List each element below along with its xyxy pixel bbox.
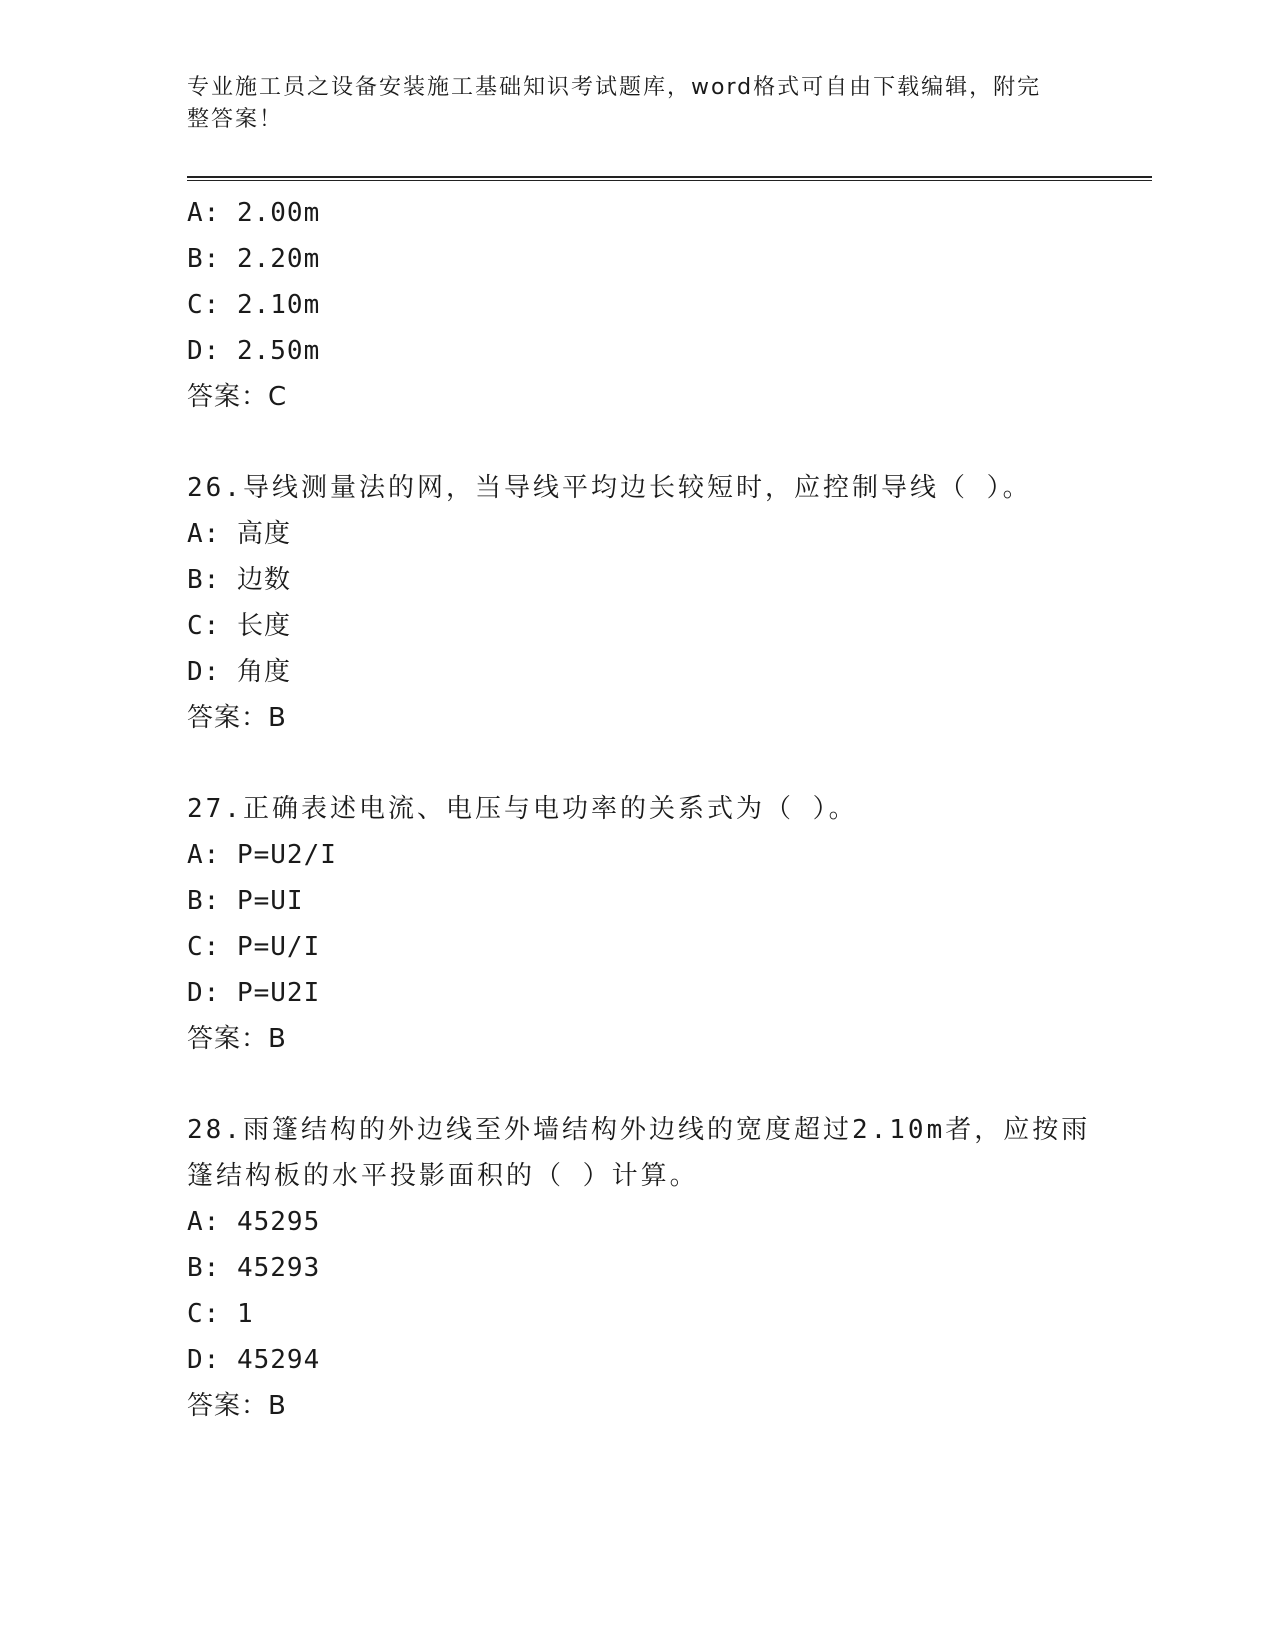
question-text-line-1: 28.雨篷结构的外边线至外墙结构外边线的宽度超过2.10m者，应按雨 <box>187 1115 1091 1145</box>
question-25 <box>187 190 1152 420</box>
option-c: C: 1 <box>187 1299 254 1329</box>
answer: 答案：B <box>187 1024 287 1054</box>
option-c: C: 2.10m <box>187 290 321 320</box>
option-a: A: 2.00m <box>187 198 321 228</box>
option-c: C: P=U/I <box>187 932 321 962</box>
question-list <box>187 190 1152 1429</box>
header-divider <box>187 176 1152 181</box>
question-text: 27.正确表述电流、电压与电功率的关系式为（ ）。 <box>187 794 858 824</box>
document-header <box>187 72 1077 136</box>
option-a: A: P=U2/I <box>187 840 337 870</box>
question-27 <box>187 786 1152 1062</box>
option-c: C: 长度 <box>187 611 291 641</box>
option-d: D: P=U2I <box>187 978 321 1008</box>
answer: 答案：B <box>187 1391 287 1421</box>
header-line-2: 整答案！ <box>187 107 284 132</box>
option-d: D: 2.50m <box>187 336 321 366</box>
option-a: A: 高度 <box>187 519 291 549</box>
header-line-1: 专业施工员之设备安装施工基础知识考试题库，word格式可自由下载编辑，附完 <box>187 75 1042 100</box>
option-b: B: P=UI <box>187 886 304 916</box>
answer: 答案：B <box>187 703 287 733</box>
question-28 <box>187 1107 1152 1429</box>
option-d: D: 45294 <box>187 1345 321 1375</box>
option-b: B: 边数 <box>187 565 291 595</box>
option-b: B: 2.20m <box>187 244 321 274</box>
option-d: D: 角度 <box>187 657 291 687</box>
option-a: A: 45295 <box>187 1207 321 1237</box>
answer: 答案：C <box>187 382 288 412</box>
question-text-line-2: 篷结构板的水平投影面积的（ ）计算。 <box>187 1161 699 1191</box>
question-text: 26.导线测量法的网，当导线平均边长较短时，应控制导线（ ）。 <box>187 473 1032 503</box>
question-26 <box>187 465 1152 741</box>
option-b: B: 45293 <box>187 1253 321 1283</box>
